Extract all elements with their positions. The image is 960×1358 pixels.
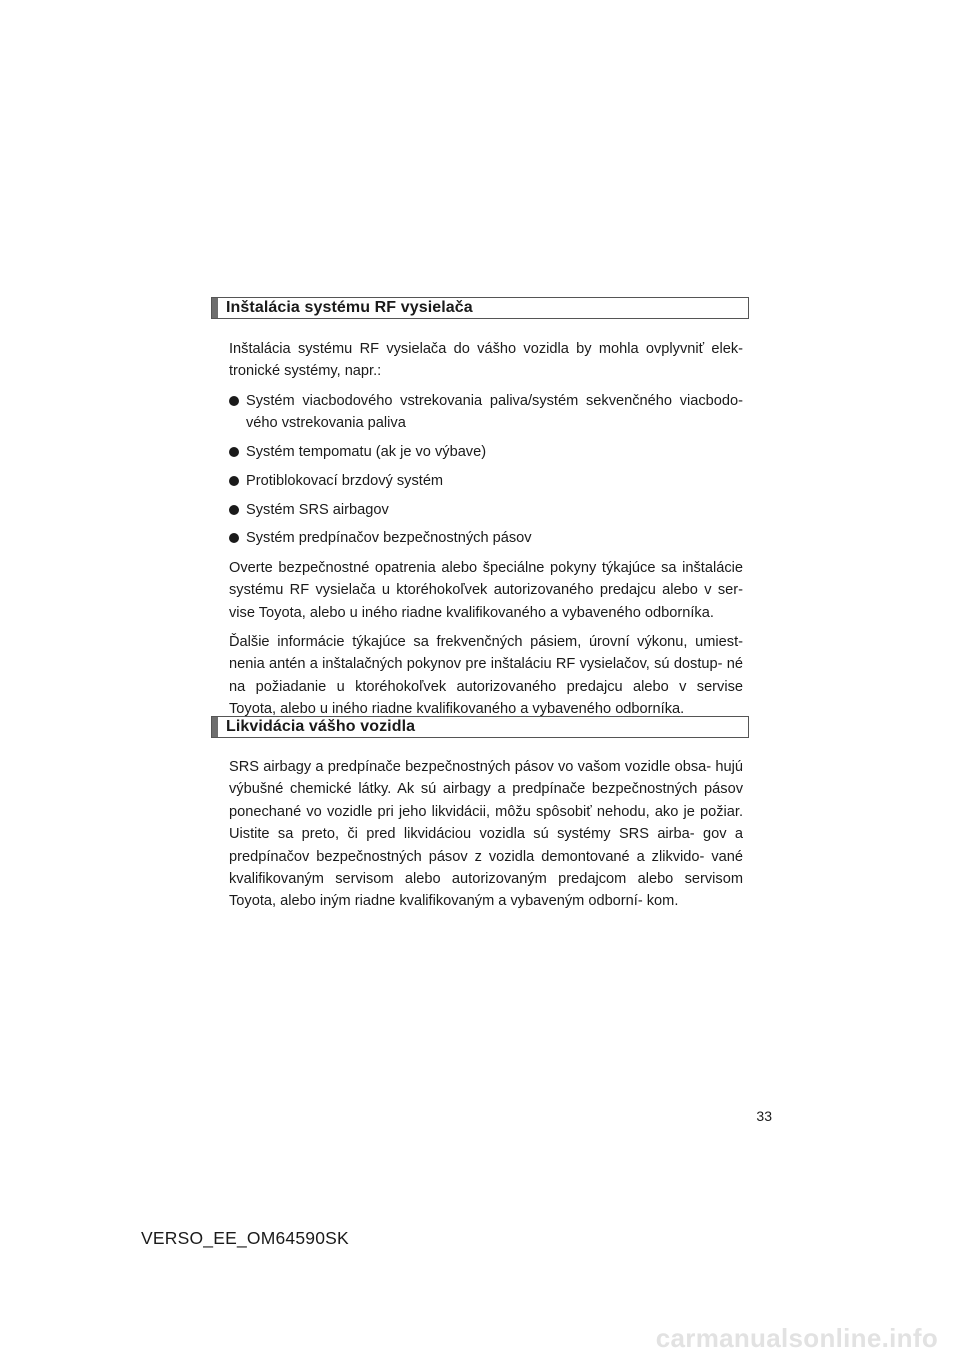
- list-item-text: Protiblokovací brzdový systém: [246, 472, 444, 489]
- bullet-dot-icon: [229, 505, 239, 515]
- bullet-dot-icon: [229, 447, 239, 457]
- page-number: 33: [756, 1108, 772, 1124]
- watermark: carmanualsonline.info: [655, 1323, 938, 1353]
- list-item-text: Systém viacbodového vstrekovania paliva/systém sekvenčného viacbodo- vého vstrekovania paliva: [246, 392, 743, 432]
- section-body-vehicle-disposal: [229, 756, 743, 913]
- section-title: Likvidácia vášho vozidla: [226, 718, 416, 735]
- list-item-text: Systém tempomatu (ak je vo výbave): [246, 444, 487, 461]
- list-item: [229, 527, 743, 549]
- list-item: [229, 390, 743, 435]
- list-item-text: Systém predpínačov bezpečnostných pásov: [246, 530, 532, 547]
- bullet-dot-icon: [229, 533, 239, 543]
- document-code: VERSO_EE_OM64590SK: [141, 1228, 349, 1248]
- section-header-vehicle-disposal: [211, 716, 749, 738]
- section-header-rf-installation: [211, 297, 749, 319]
- precautions-paragraph: Overte bezpečnostné opatrenia alebo špeciálne pokyny týkajúce sa inštalácie systému RF vysielača u ktoréhokoľvek autorizovaného predajcu alebo v ser- vise Toyota, alebo u iného riadne kvalifikovaného a vybaveného odborníka.: [229, 559, 743, 621]
- disposal-paragraph: SRS airbagy a predpínače bezpečnostných pásov vo vašom vozidle obsa- hujú výbušné chemické látky. Ak sú airbagy a predpínače bezpečnostných pásov ponechané vo vozidle pri jeho likvidácii, môžu spôsobiť nehodu, ako je požiar. Uistite sa preto, či pred likvidáciou vozidla sú systémy SRS airba- gov a predpínačov bezpečnostných pásov z vozidla demontované a zlikvido- vané kvalifikovaným servisom alebo autorizovaným predajcom alebo servisom Toyota, alebo iným riadne kvalifikovaným a vybaveným odborní- kom.: [229, 759, 743, 910]
- bullet-dot-icon: [229, 476, 239, 486]
- bullet-dot-icon: [229, 396, 239, 406]
- section-title: Inštalácia systému RF vysielača: [226, 299, 473, 316]
- list-item: [229, 499, 743, 521]
- list-item: [229, 441, 743, 463]
- list-item: [229, 470, 743, 492]
- further-info-paragraph: Ďalšie informácie týkajúce sa frekvenčných pásiem, úrovní výkonu, umiest- nenia antén a inštalačných pokynov pre inštaláciu RF vysielačov, sú dostup- né na požiadanie u ktoréhokoľvek autorizovaného predajcu alebo v servise Toyota, alebo u iného riadne kvalifikovaného a vybaveného odborníka.: [229, 634, 743, 718]
- section-body-rf-installation: [229, 338, 743, 721]
- affected-systems-list: [229, 390, 743, 550]
- list-item-text: Systém SRS airbagov: [246, 501, 389, 518]
- intro-paragraph: Inštalácia systému RF vysielača do vášho vozidla by mohla ovplyvniť elek- tronické systémy, napr.:: [229, 341, 743, 380]
